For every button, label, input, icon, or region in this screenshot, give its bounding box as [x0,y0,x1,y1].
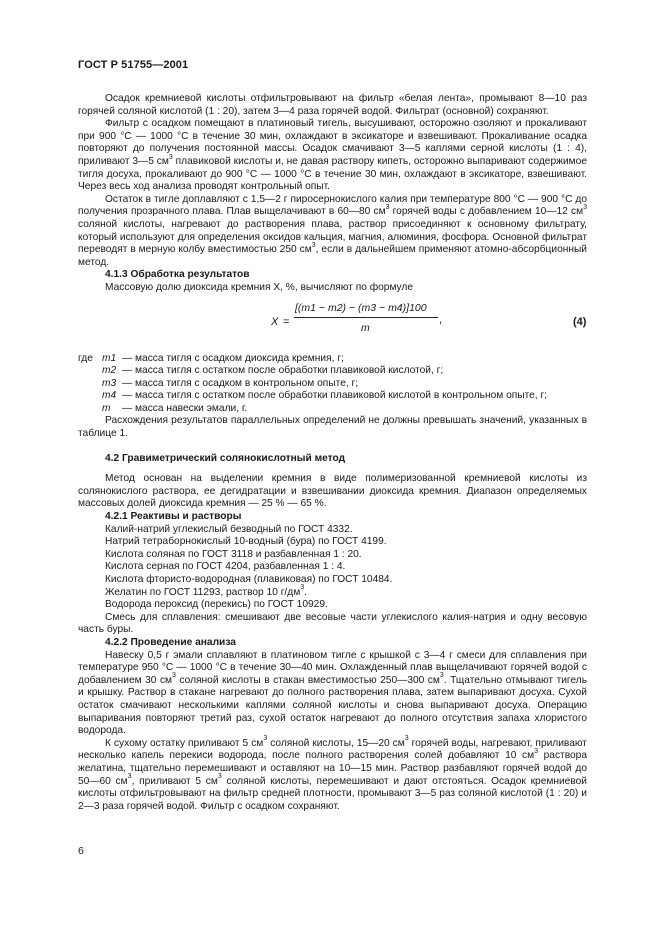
definition-row [78,378,587,391]
definition-row [78,365,587,378]
paragraph: Навеску 0,5 г эмали сплавляют в платиновом тигле с крышкой с 3—4 г смеси для сплавления при температуре 950 °С — 1000 °С в течение 30—40 мин. Охлажденный плав выщелачивают горячей водой с добавлением 30 $см^3$ соляной кислоты в стакан вместимостью 250—300 $см^3$. Тщательно отмывают тигель и крышку. Раствор в стакане нагревают до полного растворения плава, затем выпаривают досуха. Сухой остаток смачивают несколькими каплями соляной кислоты и снова выпаривают досуха. Операцию выпаривания повторяют третий раз, сухой остаток нагревают до полного отсутствия запаха хлористого водорода. [78,649,588,737]
section-heading: 4.2 Гравиметрический солянокислотный метод [105,452,346,464]
formula-number: (4) [573,315,587,328]
section-heading: 4.1.3 Обработка результатов [105,269,250,281]
definition-row [78,353,587,366]
definition-symbol: m [102,402,111,414]
formula-denominator: m [361,321,370,334]
definition-text: — масса тигля с остатком после обработки плавиковой кислотой в контрольном опыте, г; [122,390,548,402]
definition-symbol: m2 [102,365,117,377]
reagent-item: Натрий тетраборнокислый 10-водный (бура) по ГОСТ 4199. [105,536,387,548]
variable-definitions [78,353,587,416]
definition-prefix: где [78,352,93,364]
document-header: ГОСТ Р 51755—2001 [78,59,189,71]
definition-symbol: m4 [102,390,117,402]
page-number: 6 [78,845,84,857]
reagent-item: Кислота серная по ГОСТ 4204, разбавленная 1 : 4. [105,561,346,573]
section-heading: 4.2.2 Проведение анализа [105,636,236,648]
formula [78,297,587,349]
definition-row [78,390,587,403]
formula-equals: = [283,315,290,328]
definition-row [78,403,587,416]
reagent-item: Смесь для сплавления: смешивают две весовые части углекислого калия-натрия и одну весовую часть буры. [78,611,587,636]
reagent-item: Кислота фтористо-водородная (плавиковая) по ГОСТ 10484. [105,574,393,585]
paragraph: Метод основан на выделении кремния в виде полимеризованной кремниевой кислоты из солянокислого раствора, ее дегидратации и взвешивании диоксида кремния. Диапазон определяемых массовых долей диоксида кремния — 25 % — 65 %. [78,473,587,510]
definition-text: — масса тигля с осадком диоксида кремния, г; [122,352,344,364]
definition-symbol: m1 [102,352,117,364]
paragraph: К сухому остатку приливают 5 $см^3$ соляной кислоты, 15—20 $см^3$ горячей воды, нагревают, приливают несколько капель перекиси водорода, после полного растворения солей добавляют 10 $см^3$ раствора желатина, тщательно перемешивают и оставляют на 10—15 мин. Раствор разбавляют горячей водой до 50—60 $см^3$, приливают 5 $см^3$ соляной кислоты, перемешивают и дают отстояться. Осадок кремниевой кислоты отфильтровывают на фильтр средней плотности, промывают 3—5 раз соляной кислотой (1 : 20) и 2—3 раза горячей водой. Фильтр с осадком сохраняют. [78,735,588,812]
section-heading: 4.2.1 Реактивы и растворы [105,511,242,523]
reagent-item: Калий-натрий углекислый безводный по ГОСТ 4332. [105,523,353,535]
page-content [78,93,587,813]
definition-symbol: m3 [102,377,117,389]
paragraph: Осадок кремниевой кислоты отфильтровывают на фильтр «белая лента», промывают 8—10 раз горячей соляной кислотой (1 : 20), затем 3—4 раза горячей водой. Фильтрат (основной) сохраняют. [78,93,587,117]
reagent-item: Водорода пероксид (перекись) по ГОСТ 10929. [105,599,328,611]
paragraph: Расхождения результатов параллельных определений не должны превышать значений, указанных в таблице 1. [78,415,587,440]
formula-lhs: X [271,315,279,328]
definition-text: — масса тигля с остатком после обработки плавиковой кислотой, г; [122,365,444,377]
fraction-bar [294,317,438,318]
paragraph: Фильтр с осадком помещают в платиновый тигель, высушивают, осторожно озоляют и прокаливают при 900 °С — 1000 °С в течение 30 мин, охлаждают в эксикаторе и взвешивают. Прокаливание осадка повторяют до получения постоянной массы. Осадок смачивают 3—5 каплями серной кислоты (1 : 4), приливают 3—5 $см^3$ плавиковой кислоты и, не давая раствору кипеть, осторожно выпаривают содержимое тигля досуха, прокаливают до 900 °С — 1000 °С в течение 30 мин, охлаждают в эксикаторе, взвешивают. Через весь ход анализа проводят контрольный опыт. [78,118,587,193]
formula-comma: , [439,313,443,326]
paragraph: Остаток в тигле доплавляют с 1,5—2 г пиросернокислого калия при температуре 800 °С — 900 °С до получения прозрачного плава. Плав выщелачивают в 60—80 $см^3$ горячей воды с добавлением 10—12 $см^3$ соляной кислоты, нагревают до растворения плава, раствор присоединяют к основному фильтрату, который используют для определения оксидов кальция, магния, алюминия, фосфора. Основной фильтрат переводят в мерную колбу вместимостью 250 $см^3$, если в дальнейшем применяют атомно-абсорбционный метод. [78,193,588,268]
paragraph: Массовую долю диоксида кремния X, %, вычисляют по формуле [105,281,414,293]
reagent-item: Кислота соляная по ГОСТ 3118 и разбавленная 1 : 20. [105,548,362,560]
definition-text: — масса навески эмали, г. [122,402,248,414]
definition-text: — масса тигля с осадком в контрольном опыте, г; [122,377,359,389]
formula-numerator: [(m1 − m2) − (m3 − m4)]100 [295,301,427,314]
reagent-item: Желатин по ГОСТ 11293, раствор 10 $г/дм^3$. [105,584,307,598]
